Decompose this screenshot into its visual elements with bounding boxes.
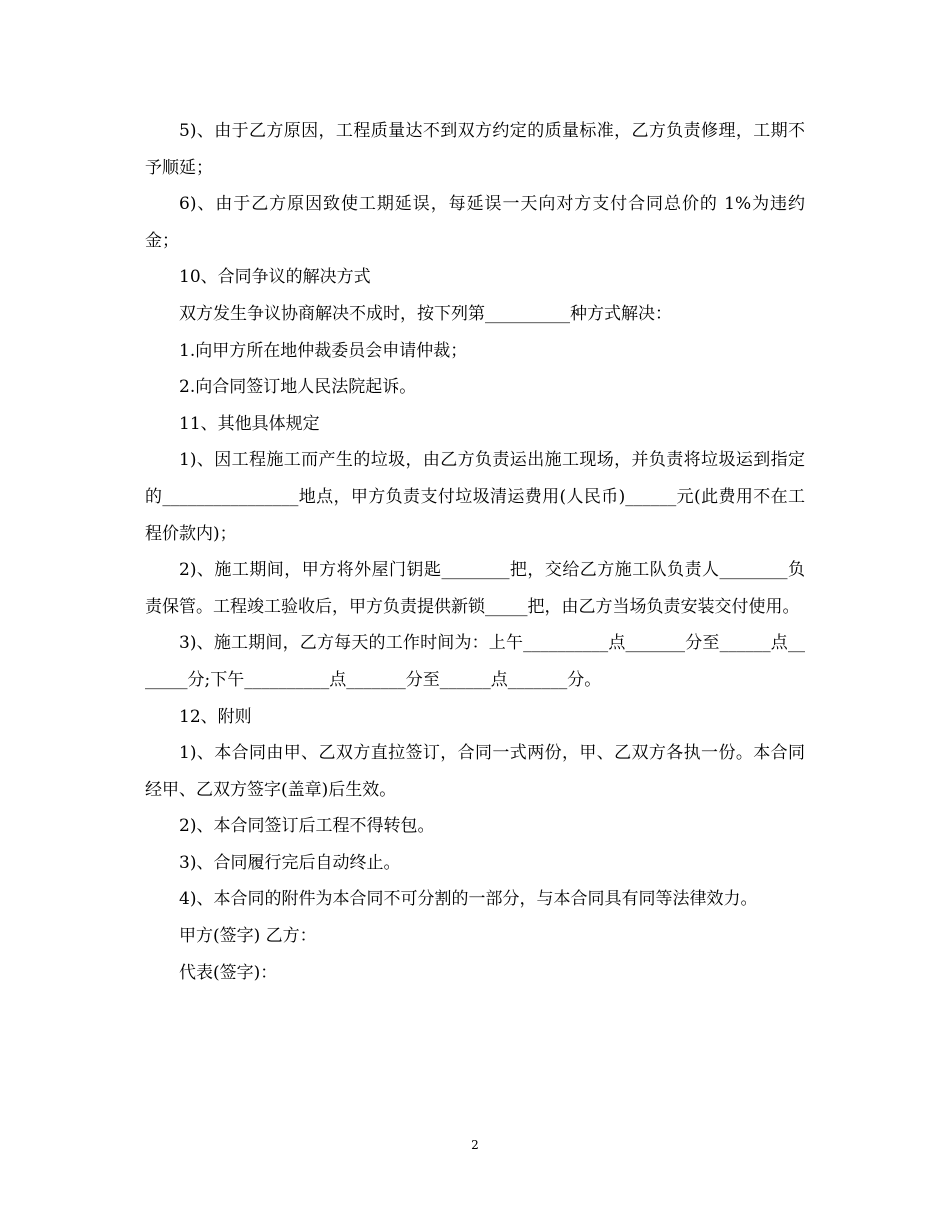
dispute-option-court: 2.向合同签订地人民法院起诉。 — [179, 377, 417, 398]
clause-12-2-no-subcontract: 2)、本合同签订后工程不得转包。 — [179, 816, 435, 837]
clause-12-1-signing: 1)、本合同由甲、乙双方直拉签订，合同一式两份，甲、乙双方各执一份。本合同经甲、乙双方签字(盖章)后生效。 — [145, 743, 805, 800]
clause-5-quality-repair: 5)、由于乙方原因，工程质量达不到双方约定的质量标准，乙方负责修理，工期不予顺延； — [145, 121, 805, 178]
page-number: 2 — [471, 1138, 479, 1152]
document-body — [145, 113, 805, 991]
clause-12-3-termination: 3)、合同履行完后自动终止。 — [179, 852, 401, 873]
clause-11-1-garbage: 1)、因工程施工而产生的垃圾，由乙方负责运出施工现场，并负责将垃圾运到指定的________________地点，甲方负责支付垃圾清运费用(人民币)______元(此费用不在工程价款内)； — [145, 450, 805, 544]
clause-6-delay-penalty: 6)、由于乙方原因致使工期延误，每延误一天向对方支付合同总价的 1%为违约金； — [145, 194, 805, 251]
section-11-heading: 11、其他具体规定 — [179, 413, 320, 434]
dispute-resolution-intro: 双方发生争议协商解决不成时，按下列第__________种方式解决： — [179, 303, 672, 324]
section-12-heading: 12、附则 — [179, 706, 252, 727]
signature-line-representative: 代表(签字)： — [179, 962, 278, 983]
signature-line-parties: 甲方(签字) 乙方： — [179, 926, 317, 947]
section-10-heading: 10、合同争议的解决方式 — [179, 267, 371, 288]
clause-11-2-keys: 2)、施工期间，甲方将外屋门钥匙________把，交给乙方施工队负责人________负责保管。工程竣工验收后，甲方负责提供新锁_____把，由乙方当场负责安装交付使用。 — [145, 560, 805, 617]
clause-11-3-working-hours: 3)、施工期间，乙方每天的工作时间为：上午__________点_______分至______点_______分;下午__________点_______分至______点_______分。 — [145, 633, 805, 690]
clause-12-4-attachments: 4)、本合同的附件为本合同不可分割的一部分，与本合同具有同等法律效力。 — [179, 889, 758, 910]
dispute-option-arbitration: 1.向甲方所在地仲裁委员会申请仲裁； — [179, 340, 468, 361]
